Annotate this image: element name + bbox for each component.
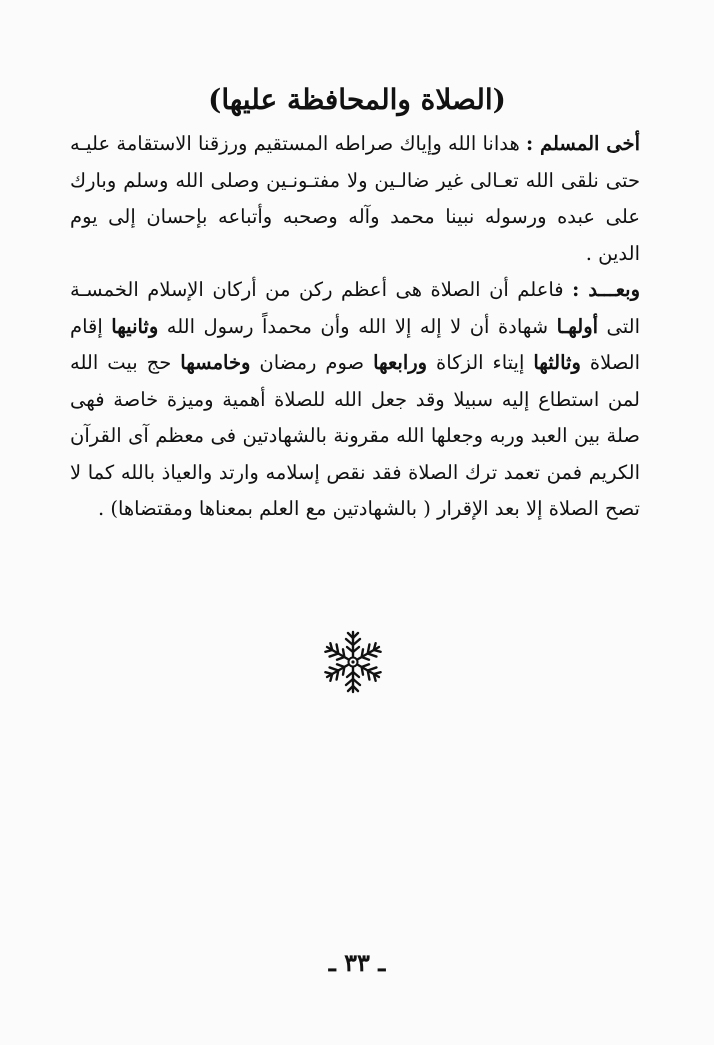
page-number: ـ ٣٣ ـ	[328, 948, 386, 977]
paragraph-2	[70, 272, 640, 528]
paragraph-2-text: حج بيت الله لمن استطاع إليه سبيلا وقد جعل الله للصلاة أهمية وميزة خاصة فهى صلة بين العبد وربه وجعلها الله مقرونة بالشهادتين فى معظم آى القرآن الكريم فمن تعمد ترك الصلاة فقد نقص إسلامه وارتد والعياذ بالله كما لا تصح الصلاة إلا بعد الإقرار ( بالشهادتين مع العلم بمعناها ومقتضاها) .	[70, 351, 640, 520]
page-title: (الصلاة والمحافظة عليها)	[208, 83, 506, 116]
paragraph-2-text: شهادة أن لا إله إلا الله وأن محمداً رسول الله	[158, 314, 557, 338]
highlight-third: وثالثها	[533, 351, 581, 374]
highlight-first: أولهـا	[556, 314, 599, 338]
paragraph-2-lead: وبعـــد :	[572, 278, 640, 301]
paragraph-1-lead: أخى المسلم :	[525, 132, 640, 155]
paragraph-2-text: إيتاء الزكاة	[427, 351, 534, 374]
paragraph-1-text: هدانا الله وإياك صراطه المستقيم ورزقنا الاستقامة عليـه حتى نلقى الله تعـالى غير ضالـين ولا مفتـونـين وصلى الله وسلم وبارك على عبده ورسوله نبينا محمد وآله وصحبه وأتباعه بإحسان إلى يوم الدين .	[70, 132, 640, 265]
paragraph-2-text: إقام الصلاة	[70, 314, 640, 374]
highlight-second: وثانيها	[111, 314, 159, 338]
highlight-fifth: وخامسها	[180, 351, 251, 374]
paragraph-1	[70, 126, 640, 272]
paragraph-2-text: صوم رمضان	[250, 351, 374, 374]
paragraph-2-text: فاعلم أن الصلاة هى أعظم ركن من أركان الإسلام الخمسـة التى	[70, 278, 641, 338]
snowflake-ornament-icon	[318, 627, 388, 697]
highlight-fourth: ورابعها	[373, 351, 428, 374]
